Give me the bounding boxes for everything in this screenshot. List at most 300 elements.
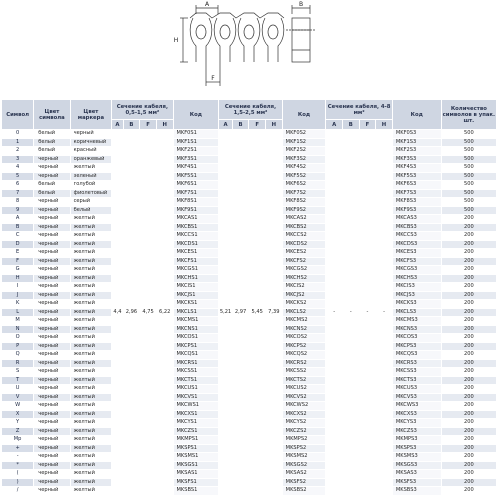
symbol-cell: S [2,368,34,377]
marker-color-cell: желтый [70,283,112,292]
code-cell-s1: MKCYS1 [173,419,219,428]
code-cell-s1: MKF9S1 [173,206,219,215]
marker-color-cell: серый [70,198,112,207]
symbol-cell: G [2,266,34,275]
marker-color-cell: желтый [70,291,112,300]
marker-color-cell: желтый [70,334,112,343]
code-cell-s3: MKCFS3 [392,257,441,266]
marker-color-cell: желтый [70,325,112,334]
symbol-color-cell: белый [34,181,70,190]
marker-color-cell: желтый [70,453,112,462]
quantity-cell: 200 [441,300,496,309]
code-cell-s1: MKCLS1 [173,308,219,317]
symbol-color-cell: черный [34,453,70,462]
code-cell-s1: MKCMS1 [173,317,219,326]
code-cell-s2: MKF6S2 [282,181,326,190]
symbol-cell: I [2,283,34,292]
code-cell-s3: MKSFS3 [392,478,441,487]
symbol-cell: Q [2,351,34,360]
quantity-cell: 500 [441,164,496,173]
symbol-color-cell: черный [34,215,70,224]
marker-color-cell: желтый [70,274,112,283]
code-cell-s2: MKF3S2 [282,155,326,164]
dimension-cell-s2: 5,45 [249,130,266,496]
marker-color-cell: белый [70,206,112,215]
code-cell-s1: MKF5S1 [173,172,219,181]
code-cell-s2: MKF8S2 [282,198,326,207]
code-cell-s1: MKCZS1 [173,427,219,436]
symbol-color-cell: черный [34,487,70,496]
quantity-cell: 500 [441,172,496,181]
symbol-cell: 5 [2,172,34,181]
symbol-cell: 7 [2,189,34,198]
symbol-cell: 1 [2,138,34,147]
symbol-color-cell: черный [34,291,70,300]
symbol-color-cell: черный [34,172,70,181]
quantity-cell: 200 [441,487,496,496]
header-code-3: Код [392,100,441,130]
quantity-cell: 200 [441,232,496,241]
symbol-cell: 9 [2,206,34,215]
quantity-cell: 500 [441,147,496,156]
dim-f-label: F [211,75,215,82]
symbol-cell: * [2,461,34,470]
symbol-cell: M [2,317,34,326]
code-cell-s1: MKF8S1 [173,198,219,207]
symbol-color-cell: черный [34,164,70,173]
marker-color-cell: желтый [70,240,112,249]
marker-color-cell: желтый [70,487,112,496]
code-cell-s3: MKCKS3 [392,300,441,309]
code-cell-s2: MKF2S2 [282,147,326,156]
code-cell-s2: MKCGS2 [282,266,326,275]
symbol-cell: A [2,215,34,224]
quantity-cell: 500 [441,181,496,190]
marker-color-cell: желтый [70,351,112,360]
quantity-cell: 200 [441,223,496,232]
code-cell-s1: MKF4S1 [173,164,219,173]
marker-technical-drawing [0,0,498,96]
symbol-color-cell: черный [34,410,70,419]
symbol-cell: 0 [2,130,34,139]
symbol-color-cell: белый [34,189,70,198]
code-cell-s2: MKCRS2 [282,359,326,368]
symbol-color-cell: черный [34,385,70,394]
marker-specification-table [1,99,497,496]
code-cell-s3: MKCAS3 [392,215,441,224]
symbol-color-cell: черный [34,257,70,266]
symbol-color-cell: черный [34,283,70,292]
code-cell-s1: MKCUS1 [173,385,219,394]
dimension-cell-s2: 7,39 [266,130,283,496]
symbol-cell: L [2,308,34,317]
code-cell-s2: MKSAS2 [282,470,326,479]
code-cell-s2: MKCDS2 [282,240,326,249]
quantity-cell: 200 [441,215,496,224]
code-cell-s2: MKSBS2 [282,487,326,496]
code-cell-s2: MKCFS2 [282,257,326,266]
symbol-cell: 6 [2,181,34,190]
code-cell-s2: MKCIS2 [282,283,326,292]
code-cell-s3: MKSAS3 [392,470,441,479]
code-cell-s2: MKSPS2 [282,444,326,453]
code-cell-s3: MKCJS3 [392,291,441,300]
symbol-color-cell: черный [34,334,70,343]
symbol-color-cell: черный [34,470,70,479]
marker-color-cell: желтый [70,376,112,385]
marker-color-cell: желтый [70,478,112,487]
symbol-cell: C [2,232,34,241]
code-cell-s3: MKSGS3 [392,461,441,470]
symbol-color-cell: белый [34,138,70,147]
symbol-cell: O [2,334,34,343]
symbol-cell: Mp [2,436,34,445]
code-cell-s3: MKF8S3 [392,198,441,207]
code-cell-s2: MKF9S2 [282,206,326,215]
marker-color-cell: желтый [70,342,112,351]
code-cell-s3: MKCBS3 [392,223,441,232]
marker-color-cell: желтый [70,444,112,453]
code-cell-s2: MKF4S2 [282,164,326,173]
quantity-cell: 200 [441,283,496,292]
symbol-color-cell: черный [34,300,70,309]
symbol-color-cell: черный [34,402,70,411]
symbol-color-cell: черный [34,317,70,326]
code-cell-s3: MKCVS3 [392,393,441,402]
quantity-cell: 200 [441,385,496,394]
code-cell-s1: MKCJS1 [173,291,219,300]
symbol-color-cell: белый [34,147,70,156]
marker-color-cell: красный [70,147,112,156]
code-cell-s1: MKSGS1 [173,461,219,470]
header-symbol-color: Цвет символа [34,100,70,130]
symbol-color-cell: черный [34,427,70,436]
dimension-cell-s2: 2,97 [232,130,249,496]
quantity-cell: 200 [441,291,496,300]
symbol-cell: D [2,240,34,249]
code-cell-s2: MKF5S2 [282,172,326,181]
code-cell-s1: MKCPS1 [173,342,219,351]
code-cell-s2: MKCOS2 [282,334,326,343]
code-cell-s1: MKCKS1 [173,300,219,309]
symbol-color-cell: черный [34,249,70,258]
quantity-cell: 200 [441,351,496,360]
symbol-color-cell: черный [34,436,70,445]
quantity-cell: 200 [441,427,496,436]
code-cell-s3: MKCXS3 [392,410,441,419]
code-cell-s1: MKCGS1 [173,266,219,275]
code-cell-s2: MKCHS2 [282,274,326,283]
code-cell-s3: MKCPS3 [392,342,441,351]
quantity-cell: 200 [441,334,496,343]
quantity-cell: 200 [441,444,496,453]
code-cell-s2: MKCVS2 [282,393,326,402]
code-cell-s1: MKCIS1 [173,283,219,292]
header-section-3: Сечение кабеля, 4-8 мм² [326,100,393,120]
quantity-cell: 200 [441,317,496,326]
marker-color-cell: желтый [70,385,112,394]
header-dim-f: F [359,120,376,130]
code-cell-s2: MKCQS2 [282,351,326,360]
dim-b-label: B [298,1,304,8]
symbol-color-cell: черный [34,461,70,470]
quantity-cell: 500 [441,138,496,147]
dimension-cell-s3: - [359,130,376,496]
marker-color-cell: черный [70,130,112,139]
code-cell-s1: MKF7S1 [173,189,219,198]
dimension-cell-s2: 5,21 [219,130,233,496]
symbol-color-cell: черный [34,368,70,377]
quantity-cell: 200 [441,342,496,351]
code-cell-s1: MKCWS1 [173,402,219,411]
header-dim-h: H [266,120,283,130]
quantity-cell: 200 [441,402,496,411]
dimension-cell-s1: 2,96 [123,130,140,496]
marker-color-cell: желтый [70,359,112,368]
code-cell-s3: MKCRS3 [392,359,441,368]
code-cell-s3: MKF7S3 [392,189,441,198]
quantity-cell: 200 [441,376,496,385]
code-cell-s2: MKF0S2 [282,130,326,139]
code-cell-s3: MKSMS3 [392,453,441,462]
symbol-color-cell: черный [34,351,70,360]
code-cell-s3: MKF2S3 [392,147,441,156]
header-dim-a: A [326,120,343,130]
symbol-color-cell: черный [34,359,70,368]
code-cell-s1: MKSFS1 [173,478,219,487]
dimension-cell-s1: 4,75 [140,130,157,496]
marker-color-cell: желтый [70,308,112,317]
code-cell-s3: MKCES3 [392,249,441,258]
symbol-cell: Y [2,419,34,428]
code-cell-s2: MKCPS2 [282,342,326,351]
code-cell-s3: MKCDS3 [392,240,441,249]
dimension-cell-s1: 6,22 [156,130,173,496]
quantity-cell: 500 [441,155,496,164]
symbol-cell: ) [2,478,34,487]
marker-color-cell: желтый [70,300,112,309]
symbol-cell: + [2,444,34,453]
code-cell-s2: MKCES2 [282,249,326,258]
marker-color-cell: желтый [70,393,112,402]
code-cell-s3: MKCLS3 [392,308,441,317]
code-cell-s3: MKF4S3 [392,164,441,173]
code-cell-s1: MKSBS1 [173,487,219,496]
code-cell-s3: MKCSS3 [392,368,441,377]
header-dim-b: B [232,120,249,130]
header-dim-f: F [249,120,266,130]
code-cell-s1: MKCRS1 [173,359,219,368]
symbol-cell: 4 [2,164,34,173]
symbol-color-cell: черный [34,274,70,283]
table-row [2,130,497,139]
code-cell-s2: MKCXS2 [282,410,326,419]
marker-color-cell: желтый [70,461,112,470]
code-cell-s2: MKCAS2 [282,215,326,224]
code-cell-s1: MKF1S1 [173,138,219,147]
quantity-cell: 200 [441,436,496,445]
code-cell-s2: MKCSS2 [282,368,326,377]
code-cell-s3: MKF5S3 [392,172,441,181]
quantity-cell: 200 [441,410,496,419]
marker-color-cell: желтый [70,470,112,479]
code-cell-s2: MKCKS2 [282,300,326,309]
symbol-cell: U [2,385,34,394]
code-cell-s3: MKSPS3 [392,444,441,453]
marker-color-cell: желтый [70,368,112,377]
dimension-cell-s1: 4,4 [112,130,123,496]
marker-color-cell: желтый [70,436,112,445]
quantity-cell: 200 [441,470,496,479]
header-dim-h: H [156,120,173,130]
dim-h-label: H [173,37,179,44]
code-cell-s1: MKSMS1 [173,453,219,462]
symbol-color-cell: черный [34,444,70,453]
dimension-cell-s3: - [326,130,343,496]
symbol-color-cell: черный [34,393,70,402]
code-cell-s1: MKCVS1 [173,393,219,402]
quantity-cell: 200 [441,274,496,283]
code-cell-s3: MKF3S3 [392,155,441,164]
symbol-color-cell: белый [34,130,70,139]
symbol-cell: V [2,393,34,402]
header-symbol: Символ [2,100,34,130]
marker-color-cell: желтый [70,427,112,436]
code-cell-s1: MKCXS1 [173,410,219,419]
symbol-cell: R [2,359,34,368]
quantity-cell: 200 [441,478,496,487]
header-quantity: Количество символов в упак. шт. [441,100,496,130]
code-cell-s3: MKCYS3 [392,419,441,428]
symbol-cell: P [2,342,34,351]
marker-color-cell: желтый [70,223,112,232]
symbol-cell: E [2,249,34,258]
quantity-cell: 200 [441,461,496,470]
code-cell-s2: MKSMS2 [282,453,326,462]
header-code-1: Код [173,100,219,130]
symbol-color-cell: черный [34,198,70,207]
marker-color-cell: желтый [70,419,112,428]
symbol-color-cell: черный [34,240,70,249]
symbol-cell: K [2,300,34,309]
code-cell-s1: MKCBS1 [173,223,219,232]
marker-color-cell: желтый [70,232,112,241]
marker-color-cell: желтый [70,402,112,411]
marker-color-cell: желтый [70,249,112,258]
quantity-cell: 200 [441,257,496,266]
code-cell-s3: MKCTS3 [392,376,441,385]
code-cell-s3: MKMPS3 [392,436,441,445]
header-section-2: Сечение кабеля, 1,5-2,5 мм² [219,100,282,120]
symbol-cell: ( [2,470,34,479]
symbol-color-cell: черный [34,419,70,428]
code-cell-s2: MKCLS2 [282,308,326,317]
header-dim-h: H [376,120,393,130]
code-cell-s1: MKCOS1 [173,334,219,343]
symbol-cell: - [2,453,34,462]
code-cell-s3: MKCZS3 [392,427,441,436]
code-cell-s1: MKF0S1 [173,130,219,139]
marker-color-cell: оранжевый [70,155,112,164]
dimension-cell-s3: - [376,130,393,496]
quantity-cell: 200 [441,240,496,249]
symbol-cell: H [2,274,34,283]
code-cell-s1: MKCHS1 [173,274,219,283]
symbol-color-cell: черный [34,155,70,164]
code-cell-s1: MKCDS1 [173,240,219,249]
symbol-cell: X [2,410,34,419]
symbol-cell: Z [2,427,34,436]
code-cell-s1: MKCQS1 [173,351,219,360]
code-cell-s1: MKCTS1 [173,376,219,385]
dim-a-label: A [204,1,210,8]
header-dim-a: A [112,120,123,130]
header-marker-color: Цвет маркера [70,100,112,130]
code-cell-s3: MKCCS3 [392,232,441,241]
quantity-cell: 200 [441,393,496,402]
code-cell-s1: MKSAS1 [173,470,219,479]
symbol-cell: / [2,487,34,496]
code-cell-s1: MKF6S1 [173,181,219,190]
code-cell-s3: MKCHS3 [392,274,441,283]
symbol-color-cell: черный [34,223,70,232]
marker-color-cell: желтый [70,317,112,326]
marker-color-cell: зеленый [70,172,112,181]
code-cell-s1: MKSPS1 [173,444,219,453]
code-cell-s3: MKF0S3 [392,130,441,139]
symbol-color-cell: черный [34,232,70,241]
code-cell-s1: MKF3S1 [173,155,219,164]
quantity-cell: 200 [441,419,496,428]
quantity-cell: 500 [441,206,496,215]
code-cell-s3: MKCWS3 [392,402,441,411]
header-section-1: Сечение кабеля, 0,5-1,5 мм² [112,100,173,120]
quantity-cell: 200 [441,249,496,258]
code-cell-s2: MKCWS2 [282,402,326,411]
code-cell-s1: MKCAS1 [173,215,219,224]
symbol-color-cell: черный [34,266,70,275]
symbol-cell: 2 [2,147,34,156]
symbol-cell: W [2,402,34,411]
marker-color-cell: желтый [70,257,112,266]
header-dim-b: B [123,120,140,130]
quantity-cell: 200 [441,453,496,462]
symbol-cell: N [2,325,34,334]
quantity-cell: 200 [441,325,496,334]
header-code-2: Код [282,100,326,130]
marker-color-cell: желтый [70,215,112,224]
code-cell-s1: MKCCS1 [173,232,219,241]
code-cell-s3: MKCMS3 [392,317,441,326]
symbol-cell: F [2,257,34,266]
code-cell-s2: MKCBS2 [282,223,326,232]
marker-color-cell: фиолетовый [70,189,112,198]
symbol-cell: B [2,223,34,232]
code-cell-s3: MKCQS3 [392,351,441,360]
code-cell-s2: MKF1S2 [282,138,326,147]
code-cell-s2: MKSGS2 [282,461,326,470]
code-cell-s1: MKCSS1 [173,368,219,377]
code-cell-s1: MKCNS1 [173,325,219,334]
code-cell-s3: MKCUS3 [392,385,441,394]
symbol-color-cell: черный [34,308,70,317]
code-cell-s3: MKCOS3 [392,334,441,343]
code-cell-s2: MKCUS2 [282,385,326,394]
code-cell-s3: MKF9S3 [392,206,441,215]
header-dim-f: F [140,120,157,130]
code-cell-s3: MKCIS3 [392,283,441,292]
code-cell-s3: MKSBS3 [392,487,441,496]
